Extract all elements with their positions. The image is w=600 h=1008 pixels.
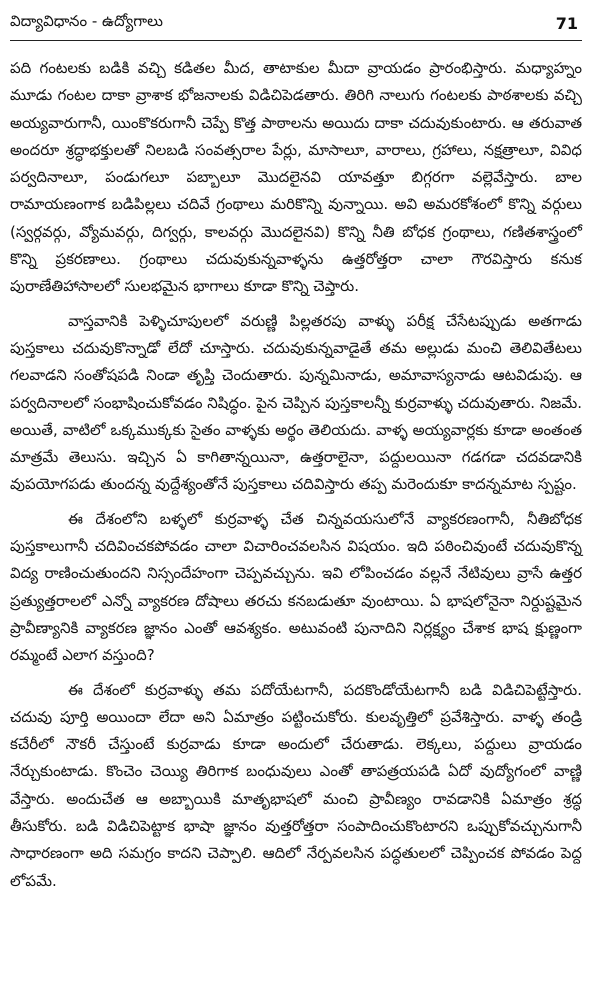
header-rule xyxy=(10,40,582,41)
paragraph-3: ఈ దేశంలోని బళ్ళలో కుర్రవాళ్ళ చేత చిన్నవయసులోనే వ్యాకరణంగానీ, నీతిబోధక పుస్తకాలుగానీ చదివించకపోవడం చాలా విచారించవలసిన విషయం. ఇది పఠించివుంటే చదువుకొన్న విద్య రాణించుతుందని నిస్సందేహంగా చెప్పవచ్చును. ఇవి లోపించడం వల్లనే నేటివులు వ్రాసే ఉత్తర ప్రత్యుత్తరాలలో ఎన్నో వ్యాకరణ దోషాలు తరచు కనబడుతూ వుంటాయి. ఏ భాషలోనైనా నిర్దుష్టమైన ప్రావీణ్యానికి వ్యాకరణ జ్ఞానం ఎంతో ఆవశ్యకం. అటువంటి పునాదిని నిర్లక్ష్యం చేశాక భాష క్షుణ్ణంగా రమ్మంటే ఎలాగ వస్తుంది? xyxy=(10,509,582,665)
page-number: 71 xyxy=(555,13,578,33)
paragraph-1: పది గంటలకు బడికి వచ్చి కడితల మీద, తాటాకుల మీదా వ్రాయడం ప్రారంభిస్తారు. మధ్యాహ్నం మూడు గంటల దాకా వ్రాశాక భోజనాలకు విడిచిపెడతారు. తిరిగి నాలుగు గంటలకు పాఠశాలకు వచ్చి అయ్యవారుగానీ, యింకొకరుగానీ చెప్పే కొత్త పాఠాలను అయిదు దాకా చదువుకుంటారు. ఆ తరువాత అందరూ శ్రద్ధాభక్తులతో నిలబడి సంవత్సరాల పేర్లు, మాసాలూ, వారాలు, గ్రహాలు, నక్షత్రాలూ, వివిధ పర్వదినాలూ, పండుగలూ పబ్బాలూ మొదలైనవి యావత్తూ బిగ్గరగా వల్లెవేస్తారు. బాల రామాయణంగాక బడిపిల్లలు చదివే గ్రంథాలు మరికొన్ని వున్నాయి. అవి అమరకోశంలో కొన్ని వర్గులు (స్వర్గవర్గు, వ్యోమవర్గు, దిగ్వర్గు, కాలవర్గు మొదలైనవి) కొన్ని నీతి బోధక గ్రంథాలు, గణితశాస్త్రంలో కొన్ని ప్రకరణాలు. గ్రంథాలు చదువుకున్నవాళ్ళను ఉత్తరోత్తరా చాలా గౌరవిస్తారు కనుక పురాణేతిహాసాలలో సులభమైన భాగాలు కూడా కొన్ని చెప్తారు. xyxy=(10,59,582,296)
body-text xyxy=(10,55,582,895)
running-header xyxy=(10,8,582,38)
chapter-title: విద్యావిధానం - ఉద్యోగాలు xyxy=(10,12,163,30)
paragraph-2: వాస్తవానికి పెళ్ళిచూపులలో వరుణ్ణి పిల్లతరపు వాళ్ళు పరీక్ష చేసేటప్పుడు అతగాడు పుస్తకాలు చదువుకొన్నాడో లేదో చూస్తారు. చదువుకున్నవాడైతే తమ అల్లుడు మంచి తెలివితేటలు గలవాడని సంతోషపడి నిండా తృప్తి చెందుతారు. పున్నమినాడు, అమావాస్యనాడు ఆటవిడుపు. ఆ పర్వదినాలలో సంభాషించుకోవడం నిషిద్ధం. పైన చెప్పిన పుస్తకాలన్నీ కుర్రవాళ్ళు చదువుతారు. నిజమే. అయితే, వాటిలో ఒక్కముక్కకు సైతం వాళ్ళకు అర్థం తెలియదు. వాళ్ళ అయ్యవార్లకు కూడా అంతంత మాత్రమే తెలుసు. ఇచ్చిన ఏ కాగితాన్నయినా, ఉత్తరాలైనా, పద్దులయినా గడగడా చదవడానికి వుపయోగపడు తుందన్న వుద్దేశ్యంతోనే పుస్తకాలు చదివిస్తారు తప్ప మరెందుకూ కాదన్నమాట స్పష్టం. xyxy=(10,311,582,494)
paragraph-4: ఈ దేశంలో కుర్రవాళ్ళు తమ పదోయేటగానీ, పదకొండోయేటగానీ బడి విడిచిపెట్టేస్తారు. చదువు పూర్తి అయిందా లేదా అని ఏమాత్రం పట్టించుకోరు. కులవృత్తిలో ప్రవేశిస్తారు. వాళ్ళ తండ్రి కచేరీలో నౌకరీ చేస్తుంటే కుర్రవాడు కూడా అందులో చేరుతాడు. లెక్కలు, పద్దులు వ్రాయడం నేర్చుకుంటాడు. కొంచెం చెయ్యి తిరిగాక బంధువులు ఎంతో తాపత్రయపడి ఏదో వుద్యోగంలో వాణ్ణి వేస్తారు. అందుచేత ఆ అబ్బాయికి మాతృభాషలో మంచి ప్రావీణ్యం రావడానికి ఏమాత్రం శ్రద్ధ తీసుకోరు. బడి విడిచిపెట్టాక భాషా జ్ఞానం వుత్తరోత్తరా సంపాదించుకొంటారని ఒప్పుకోవచ్చునుగానీ సాధారణంగా అది సమగ్రం కాదని చెప్పాలి. ఆదిలో నేర్పవలసిన పద్ధతులలో చెప్పించక పోవడం పెద్ద లోపమే. xyxy=(10,680,582,890)
